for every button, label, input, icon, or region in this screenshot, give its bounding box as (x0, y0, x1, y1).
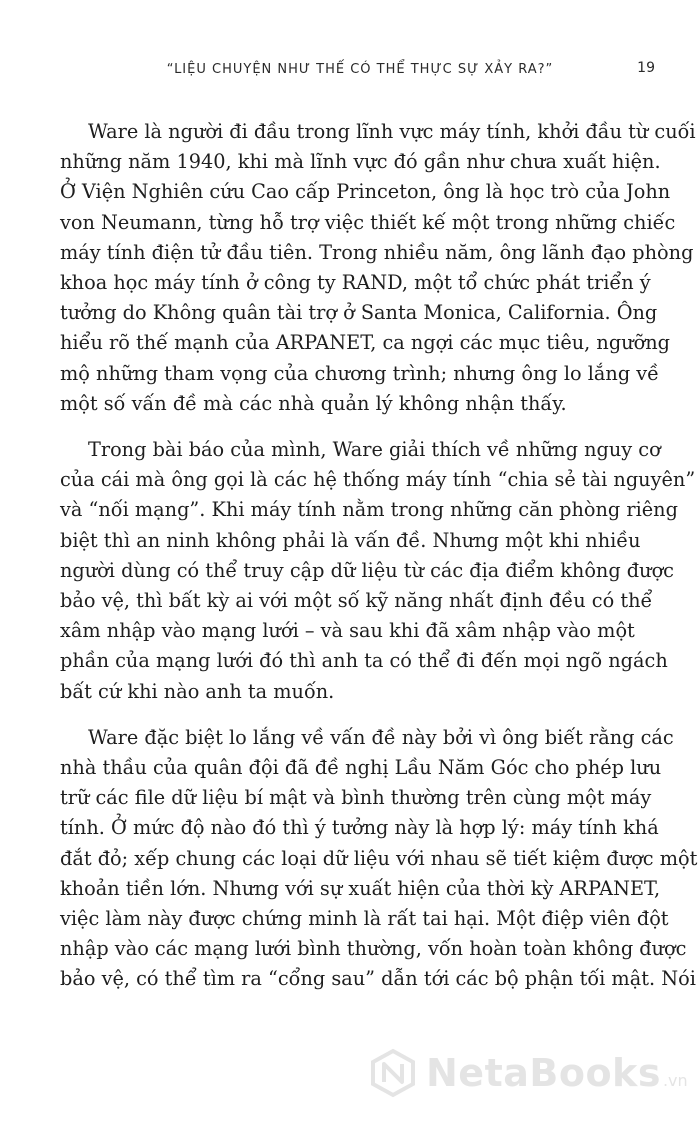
text-line: Ware là người đi đầu trong lĩnh vực máy tính, khởi đầu từ cuối (88, 120, 696, 143)
text-line: Ware đặc biệt lo lắng về vấn đề này bởi vì ông biết rằng các (88, 725, 674, 749)
paragraph-1 (60, 117, 696, 419)
text-line: Ở Viện Nghiên cứu Cao cấp Princeton, ông là học trò của John (60, 180, 671, 204)
text-line: máy tính điện tử đầu tiên. Trong nhiều năm, ông lãnh đạo phòng (60, 240, 694, 264)
text-line: von Neumann, từng hỗ trợ việc thiết kế một trong những chiếc (60, 210, 676, 234)
text-line: bất cứ khi nào anh ta muốn. (60, 679, 335, 703)
paragraph-2 (60, 435, 696, 707)
watermark (368, 1038, 688, 1108)
text-line: xâm nhập vào mạng lưới – và sau khi đã xâm nhập vào một (60, 619, 635, 643)
paragraph-3 (60, 723, 698, 995)
text-line: người dùng có thể truy cập dữ liệu từ các địa điểm không được (60, 558, 674, 582)
text-line: và “nối mạng”. Khi máy tính nằm trong những căn phòng riêng (60, 498, 678, 522)
text-line: hiểu rõ thế mạnh của ARPANET, ca ngợi các mục tiêu, ngưỡng (60, 331, 670, 355)
text-line: tính. Ở mức độ nào đó thì ý tưởng này là hợp lý: máy tính khá (60, 816, 659, 840)
text-line: biệt thì an ninh không phải là vấn đề. Nhưng một khi nhiều (60, 528, 641, 552)
netabooks-logo-icon (368, 1048, 418, 1098)
text-line: đắt đỏ; xếp chung các loại dữ liệu với nhau sẽ tiết kiệm được một (60, 846, 698, 870)
text-line: một số vấn đề mà các nhà quản lý không nhận thấy. (60, 391, 567, 415)
text-line: Trong bài báo của mình, Ware giải thích về những nguy cơ (88, 438, 661, 462)
text-line: trữ các file dữ liệu bí mật và bình thường trên cùng một máy (60, 786, 652, 810)
watermark-brand: NetaBooks (426, 1051, 661, 1095)
text-line: bảo vệ, có thể tìm ra “cổng sau” dẫn tới các bộ phận tối mật. Nói (60, 967, 696, 991)
text-line: bảo vệ, thì bất kỳ ai với một số kỹ năng nhất định đều có thể (60, 589, 653, 613)
watermark-suffix: .vn (662, 1070, 688, 1090)
page-number: 19 (637, 60, 655, 76)
text-line: của cái mà ông gọi là các hệ thống máy tính “chia sẻ tài nguyên” (60, 468, 696, 492)
text-line: nhập vào các mạng lưới bình thường, vốn hoàn toàn không được (60, 937, 687, 961)
running-title: “LIỆU CHUYỆN NHƯ THẾ CÓ THỂ THỰC SỰ XẢY RA?” (166, 62, 554, 77)
text-line: khoa học máy tính ở công ty RAND, một tổ chức phát triển ý (60, 271, 651, 295)
text-line: mộ những tham vọng của chương trình; nhưng ông lo lắng về (60, 361, 660, 385)
text-line: tưởng do Không quân tài trợ ở Santa Monica, California. Ông (60, 301, 658, 325)
text-line: phần của mạng lưới đó thì anh ta có thể đi đến mọi ngõ ngách (60, 649, 668, 673)
text-line: những năm 1940, khi mà lĩnh vực đó gần như chưa xuất hiện. (60, 150, 661, 174)
text-line: việc làm này được chứng minh là rất tai hại. Một điệp viên đột (60, 907, 669, 931)
text-line: khoản tiền lớn. Nhưng với sự xuất hiện của thời kỳ ARPANET, (60, 876, 661, 900)
text-line: nhà thầu của quân đội đã đề nghị Lầu Năm Góc cho phép lưu (60, 756, 662, 780)
body-text (60, 117, 698, 995)
